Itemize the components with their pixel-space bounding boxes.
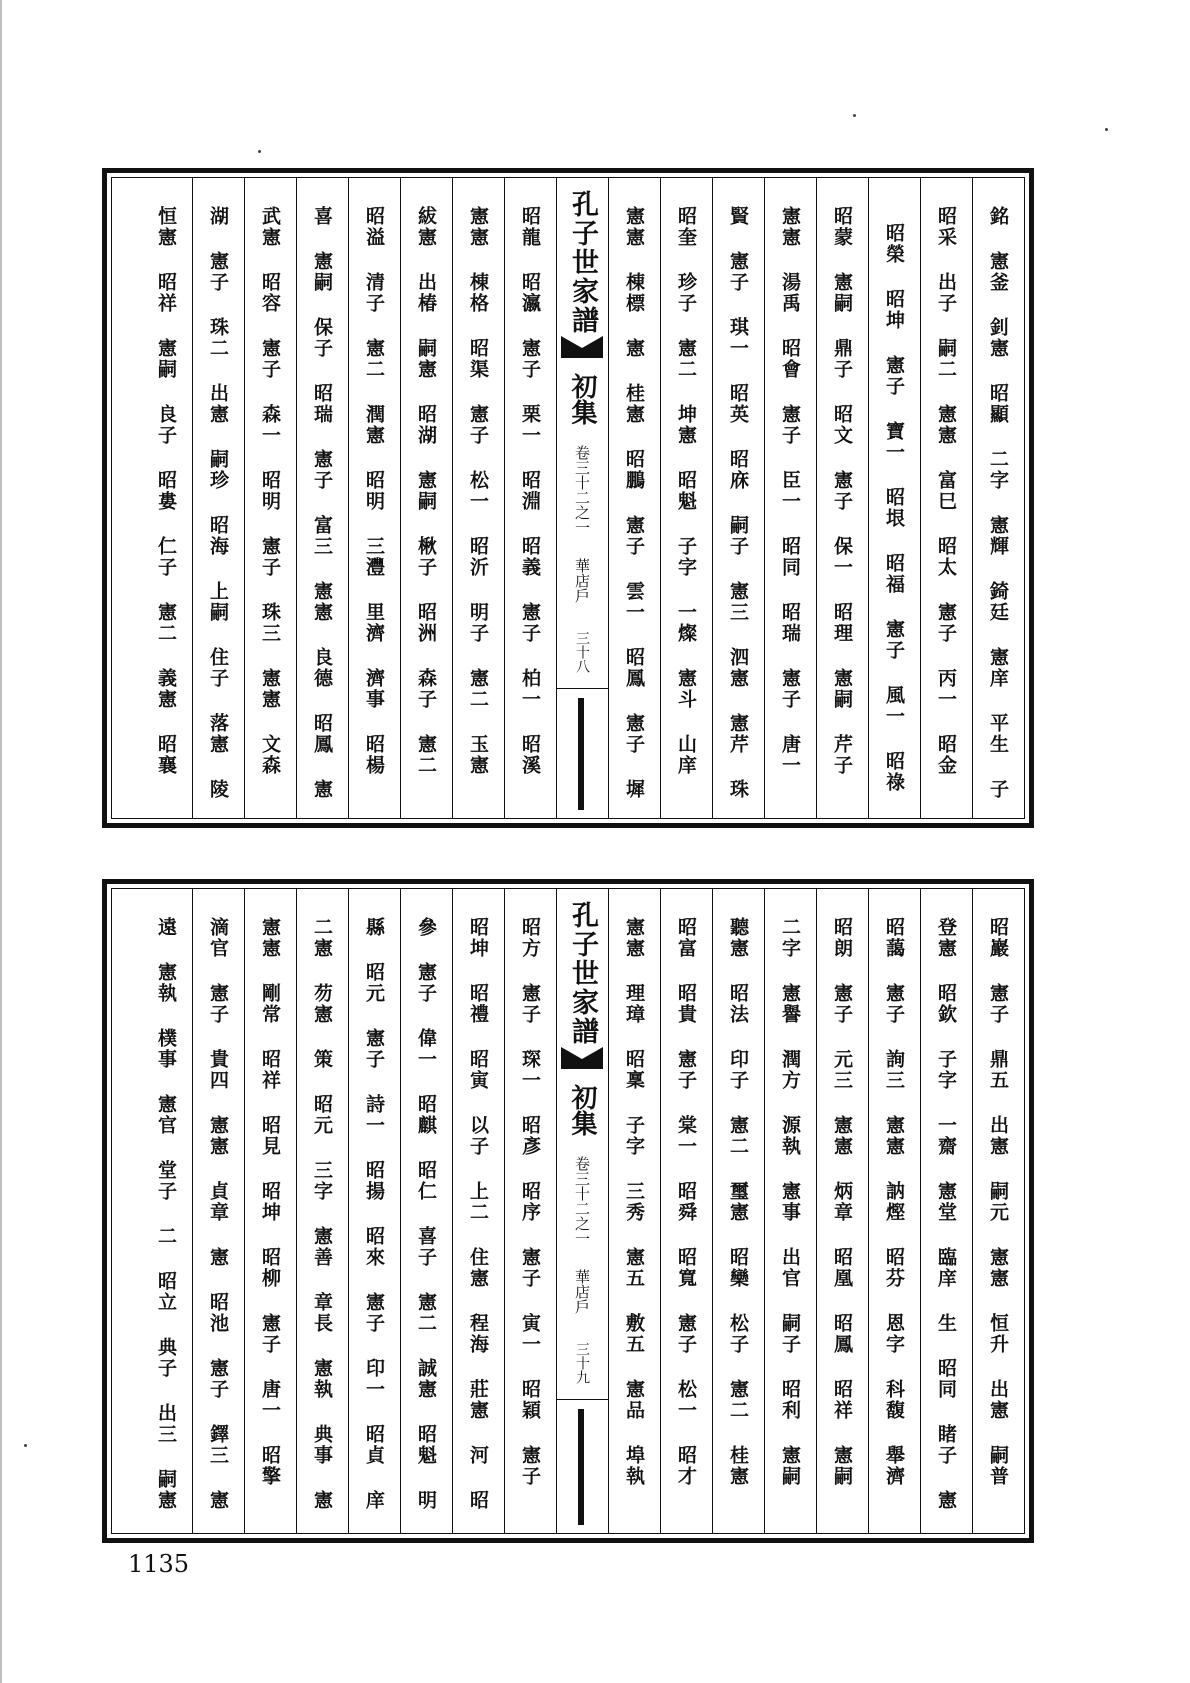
text-column: 昭朗 憲子 元三 憲憲 炳章 昭凰 昭鳳 昭祥 憲嗣: [816, 889, 868, 1533]
page-frame: [111, 177, 1025, 819]
text-column: 湖 憲子 珠二 出憲 嗣珍 昭海 上嗣 住子 落憲 陵: [192, 178, 244, 818]
text-column: 昭坤 昭禮 昭寅 以子 上二 住憲 程海 莊憲 河 昭: [452, 889, 504, 1533]
spine-volume: 卷三十二之一: [573, 445, 591, 535]
spine-bar: [578, 698, 584, 810]
page-number: 1135: [128, 1550, 190, 1578]
spine-divider: [557, 688, 608, 689]
text-column: 縣 昭元 憲子 詩一 昭揚 昭來 憲子 印一 昭貞 庠: [348, 889, 400, 1533]
text-column: 恒憲 昭祥 憲嗣 良子 昭婁 仁子 憲二 義憲 昭襄: [155, 206, 177, 776]
text-column: 憲憲 湯禹 昭會 憲子 臣一 昭同 昭瑞 憲子 唐一: [764, 178, 816, 818]
text-column: 二憲 芴憲 策 昭元 三字 憲善 章長 憲執 典事 憲: [296, 889, 348, 1533]
text-columns: [112, 178, 1024, 818]
fish-tail-mark-icon: [561, 336, 603, 358]
text-column: 憲憲 棟標 憲 桂憲 昭鵬 憲子 雲一 昭鳳 憲子 墀: [608, 178, 660, 818]
ink-speck: [258, 150, 261, 153]
text-column: 昭方 憲子 琛一 昭彥 昭序 憲子 寅一 昭穎 憲子: [504, 889, 556, 1533]
book-spine-center: [556, 889, 608, 1533]
text-column: 喜 憲嗣 保子 昭瑞 憲子 富三 憲憲 良德 昭鳳 憲: [296, 178, 348, 818]
genealogy-page-bottom: [102, 879, 1034, 1543]
page-frame: [111, 888, 1025, 1534]
ink-speck: [1105, 128, 1108, 131]
spine-page-number: 三十八: [574, 631, 590, 673]
text-columns: [112, 889, 1024, 1533]
text-column: 聽憲 昭法 印子 憲二 璽憲 昭欒 松子 憲二 桂憲: [712, 889, 764, 1533]
text-column: 銘 憲釜 釗憲 昭顯 二字 憲輝 錡廷 憲庠 平生 子: [972, 178, 1024, 818]
text-column: 憲憲 理璋 昭稟 子字 三秀 憲五 敷五 憲品 埠執: [608, 889, 660, 1533]
text-column: 賢 憲子 琪一 昭英 昭庥 嗣子 憲三 泗憲 憲芹 珠: [712, 178, 764, 818]
spine-house: 華店戶: [573, 557, 591, 603]
text-column: 紱憲 出椿 嗣憲 昭湖 憲嗣 楸子 昭洲 森子 憲二: [400, 178, 452, 818]
text-column: 昭藹 憲子 詢三 憲憲 訥熞 昭芬 恩字 科馥 舉濟: [868, 889, 920, 1533]
spine-bar: [578, 1409, 584, 1525]
spine-title: 孔子世家譜: [567, 901, 598, 1046]
spine-collection: 初集: [567, 1084, 597, 1136]
text-column: 登憲 昭欽 子字 一齋 憲堂 臨庠 生 昭同 睹子 憲: [920, 889, 972, 1533]
text-column: 昭采 出子 嗣二 憲憲 富巳 昭太 憲子 丙一 昭金: [920, 178, 972, 818]
ink-speck: [24, 1444, 27, 1447]
ink-speck: [853, 114, 856, 117]
text-column: 參 憲子 偉一 昭麒 昭仁 喜子 憲二 誠憲 昭魁 明: [400, 889, 452, 1533]
page-edge: [0, 0, 2, 1683]
text-column: 憲憲 棟格 昭渠 憲子 松一 昭沂 明子 憲二 玉憲: [452, 178, 504, 818]
text-column: 武憲 昭容 憲子 森一 昭明 憲子 珠三 憲憲 文森: [244, 178, 296, 818]
text-column: 滴官 憲子 貴四 憲憲 貞章 憲 昭池 憲子 鐸三 憲: [192, 889, 244, 1533]
fish-tail-mark-icon: [561, 1047, 603, 1069]
text-column: 昭龍 昭瀛 憲子 栗一 昭淵 昭義 憲子 柏一 昭溪: [504, 178, 556, 818]
text-column: 昭蒙 憲嗣 鼎子 昭文 憲子 保一 昭理 憲嗣 芹子: [816, 178, 868, 818]
text-column: 昭奎 珍子 憲二 坤憲 昭魁 子字 一燦 憲斗 山庠: [660, 178, 712, 818]
spine-page-number: 三十九: [574, 1342, 590, 1384]
spine-house: 華店戶: [573, 1268, 591, 1314]
spine-volume: 卷三十二之一: [573, 1156, 591, 1246]
spine-collection: 初集: [567, 373, 597, 425]
text-column: 昭溢 清子 憲二 潤憲 昭明 三灃 里濟 濟事 昭楊: [348, 178, 400, 818]
text-column: 昭富 昭貴 憲子 棠一 昭舜 昭寬 憲子 松一 昭才: [660, 889, 712, 1533]
text-column: 二字 憲譽 潤方 源執 憲事 出官 嗣子 昭利 憲嗣: [764, 889, 816, 1533]
spine-title: 孔子世家譜: [567, 190, 598, 335]
spine-divider: [557, 1399, 608, 1400]
text-column: 憲憲 剛常 昭祥 昭見 昭坤 昭柳 憲子 唐一 昭擎: [244, 889, 296, 1533]
text-column: 昭巖 憲子 鼎五 出憲 嗣元 憲憲 恒升 出憲 嗣普: [972, 889, 1024, 1533]
genealogy-page-top: [102, 168, 1034, 828]
text-column: 遠 憲執 樸事 憲官 堂子 二 昭立 典子 出三 嗣憲: [155, 917, 177, 1511]
text-column: 昭榮 昭坤 憲子 寶一 昭垠 昭福 憲子 風一 昭祿: [868, 178, 920, 818]
book-spine-center: [556, 178, 608, 818]
